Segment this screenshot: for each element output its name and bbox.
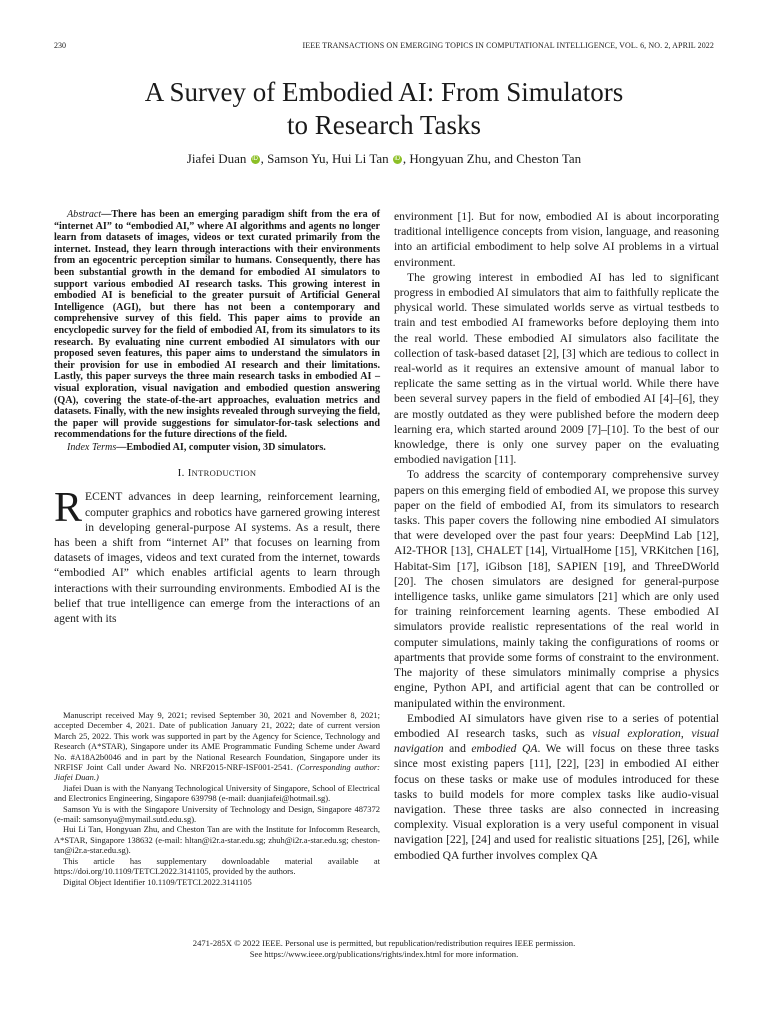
page-number: 230	[54, 41, 66, 50]
corresponding-author: (Corresponding author: Jiafei Duan.)	[54, 762, 380, 783]
left-column	[54, 209, 380, 626]
footnote-doi: Digital Object Identifier 10.1109/TETCI.2022.3141105	[63, 876, 252, 887]
abstract-text: —There has been an emerging paradigm shift from the era of “internet AI” to “embodied AI,” where AI algorithms and agents no longer learn from datasets of images, videos or text curated primarily from the internet. Instead, they learn through interactions with their environments from an egocentric perception similar to humans. Consequently, there has been substantial growth in the demand for embodied AI simulators to support various embodied AI research tasks. This growing interest in embodied AI is beneficial to the greater pursuit of Artificial General Intelligence (AGI), but there has not been a contemporary and comprehensive survey of this field. This paper aims to provide an encyclopedic survey for the field of embodied AI, from its simulators to its research. By evaluating nine current embodied AI simulators with our proposed seven features, this paper aims to understand the simulators in their provision for use in embodied AI research and their limitations. Lastly, this paper surveys the three main research tasks in embodied AI – visual exploration, visual navigation and embodied question answering (QA), covering the state-of-the-art approaches, evaluation metrics and datasets. Finally, with the new insights revealed through surveying the field, the paper will provide suggestions for simulator-for-task selections and recommendations for the future directions of the field.	[54, 209, 380, 441]
paper-title	[54, 76, 714, 142]
abstract	[54, 209, 380, 441]
author-duan: Jiafei Duan	[186, 151, 247, 166]
footnote-yu: Samson Yu is with the Singapore University of Technology and Design, Singapore 487372 (e-mail: samsonyu@mymail.sutd.edu.sg).	[54, 803, 380, 825]
index-terms-text: —Embodied AI, computer vision, 3D simulators.	[116, 441, 326, 453]
intro-paragraph	[54, 485, 380, 626]
copyright-notice	[54, 938, 714, 960]
authors-middle: , Samson Yu, Hui Li Tan	[260, 151, 389, 166]
abstract-label: Abstract	[67, 209, 102, 220]
orcid-icon[interactable]: iD	[394, 156, 401, 162]
footnote-manuscript: Manuscript received May 9, 2021; revised September 30, 2021 and November 8, 2021; accepted December 4, 2021. Date of publication January 21, 2022; date of current version March 25, 2022. This work was supported in part by the Agency for Science, Technology and Research (A*STAR), Singapore under its AME Programmatic Funding Scheme under Award No. #A18A2b0046 and in part by the National Research Foundation, Singapore under its NRFISF Joint Call under Award No. NRF2015-NRF-ISF001-2541. (Corresponding author: Jiafei Duan.)	[54, 710, 380, 783]
footnotes	[54, 710, 380, 887]
authors-end: , Hongyuan Zhu, and Cheston Tan	[402, 151, 582, 166]
index-terms	[54, 442, 380, 454]
right-column	[394, 209, 719, 863]
orcid-icon[interactable]: iD	[252, 156, 258, 162]
copyright-line: 2471-285X © 2022 IEEE. Personal use is permitted, but republication/redistribution requires IEEE permission.	[192, 938, 576, 948]
rights-link[interactable]: See https://www.ieee.org/publications/rights/index.html for more information.	[249, 949, 519, 959]
section-heading-introduction: I. INTRODUCTION	[177, 467, 257, 480]
footnote-duan: Jiafei Duan is with the Nanyang Technological University of Singapore, School of Electrical and Electronics Engineering, Singapore 639798 (e-mail: duanjiafei@hotmail.sg).	[54, 782, 380, 804]
paragraph: To address the scarcity of contemporary comprehensive survey papers on this emerging field of embodied AI, we propose this survey paper on the field of embodied AI, from its simulators to research tasks. This paper covers the following nine embodied AI simulators that were developed over the past four years: DeepMind Lab [12], AI2-THOR [13], CHALET [14], VirtualHome [15], VRKitchen [16], Habitat-Sim [17], iGibson [18], SAPIEN [19], and ThreeDWorld [20]. The chosen simulators are designed for general-purpose intelligence tasks, unlike game simulators [21] which are only used for training reinforcement learning agents. These embodied AI simulators provide realistic representations of the real world in computer simulations, mainly taking the configurations of rooms or apartments that provide some forms of constraint to the environment. The majority of these simulators minimally comprise a physics engine, Python API, and artificial agent that can be controlled or manipulated within the environment.	[394, 468, 719, 710]
paragraph: The growing interest in embodied AI has led to significant progress in embodied AI simulators that aim to faithfully replicate the physical world. These simulated worlds serve as virtual testbeds to train and test embodied AI frameworks before deploying them into the real world. These embodied AI simulators also facilitate the collection of task-based dataset [2], [3] which are tedious to collect in real-world as it requires an extensive amount of manual labor to replicate the same setting as in the virtual world. While there have been several survey papers in the field of embodied AI [4]–[6], they are mostly outdated as they were published before the modern deep learning era, which started around 2009 [7]–[10]. To the best of our knowledge, there is only one survey paper on the evaluating embodied navigation [11].	[394, 270, 719, 467]
intro-text: ECENT advances in deep learning, reinforcement learning, computer graphics and robotics have garnered growing interest in developing general-purpose AI systems. As a result, there has been a shift from “internet AI” that focuses on learning from datasets of images, videos and text curated from the internet, towards “embodied AI” which enables artificial agents to learn through interactions with their surrounding environments. Embodied AI is the belief that true intelligence can emerge from the interactions of an agent with its	[54, 490, 380, 626]
author-list	[54, 151, 714, 167]
index-terms-label: Index Terms	[67, 441, 117, 453]
footnote-supplementary[interactable]: This article has supplementary downloadable material available at https://doi.org/10.1109/TETCI.2022.3141105, provided by the authors.	[54, 855, 380, 877]
paragraph: Embodied AI simulators have given rise to a series of potential embodied AI research tasks, such as visual exploration, visual navigation and embodied QA. We will focus on these three tasks since most existing papers [11], [22], [23] in embodied AI either focus on these tasks or make use of modules introduced for these tasks to build models for more complex tasks like audio-visual navigation. These three tasks are also connected in increasing complexity. Visual exploration is a very useful component in visual navigation [22], [24] and used for realistic situations [25], [26], while embodied QA further involves complex QA	[394, 711, 720, 862]
title-line-2: to Research Tasks	[286, 110, 482, 140]
running-head: IEEE TRANSACTIONS ON EMERGING TOPICS IN COMPUTATIONAL INTELLIGENCE, VOL. 6, NO. 2, APRIL 2022	[302, 41, 714, 50]
drop-cap: R	[54, 485, 83, 532]
title-line-1: A Survey of Embodied AI: From Simulators	[144, 77, 624, 107]
footnote-tan-zhu: Hui Li Tan, Hongyuan Zhu, and Cheston Tan are with the Institute for Infocomm Research, A*STAR, Singapore 138632 (e-mail: hltan@i2r.a-star.edu.sg; zhuh@i2r.a-star.edu.sg; cheston-tan@i2r.a-star.edu.sg).	[54, 824, 380, 856]
paragraph: environment [1]. But for now, embodied AI is about incorporating traditional intelligence concepts from vision, language, and reasoning into an artificial embodiment to help solve AI problems in a virtual environment.	[394, 210, 719, 269]
